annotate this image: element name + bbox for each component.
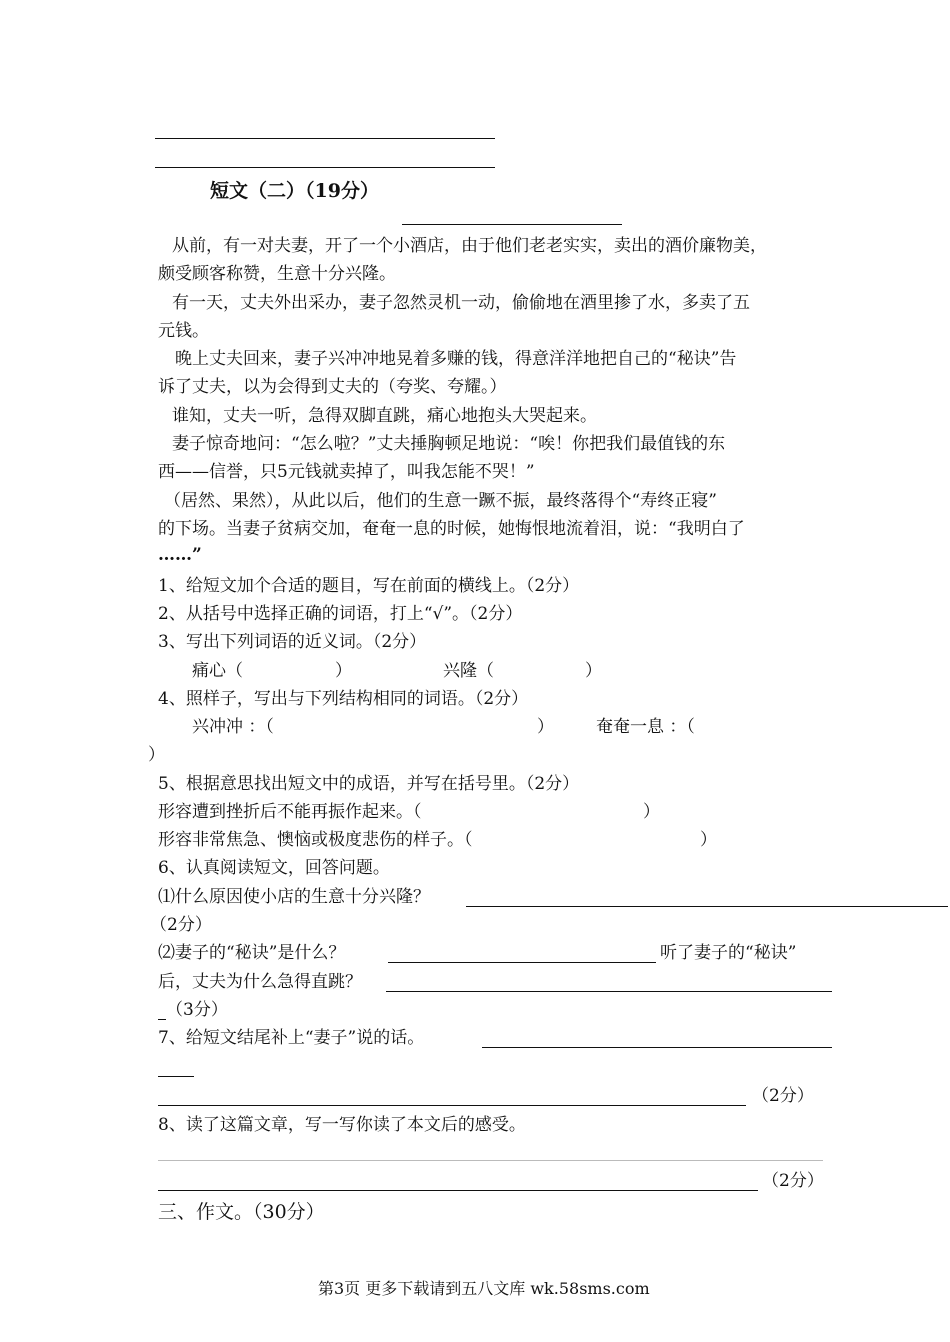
question-8: 8、读了这篇文章，写一写你读了本文后的感受。: [158, 1115, 526, 1135]
passage-line: 谁知，丈夫一听，急得双脚直跳，痛心地抱头大哭起来。: [172, 406, 597, 426]
passage-line: 诉了丈夫，以为会得到丈夫的（夸奖、夸耀。）: [158, 377, 507, 397]
q7-answer-line: [482, 1047, 832, 1048]
q4-word-1-close: ）: [537, 717, 554, 737]
q3-word-2-close: ）: [585, 661, 602, 681]
question-2: 2、从括号中选择正确的词语，打上“√”。（2分）: [158, 604, 523, 624]
answer-line: [155, 167, 495, 168]
q6-part-2-line2: 后，丈夫为什么急得直跳？: [158, 972, 362, 992]
question-4: 4、照样子，写出与下列结构相同的词语。（2分）: [158, 689, 529, 709]
q5-item-a-close: ）: [643, 802, 660, 822]
question-5: 5、根据意思找出短文中的成语，并写在括号里。（2分）: [158, 774, 580, 794]
q3-word-1: 痛心（: [192, 661, 243, 681]
passage-title: 短文（二）（19分）: [210, 180, 379, 202]
passage-line: （居然、果然），从此以后，他们的生意一蹶不振，最终落得个“寿终正寝”: [164, 491, 717, 511]
passage-line: 晚上丈夫回来，妻子兴冲冲地晃着多赚的钱，得意洋洋地把自己的“秘诀”告: [175, 349, 737, 369]
passage-line: 元钱。: [158, 321, 209, 341]
q8-score: （2分）: [762, 1171, 824, 1191]
q6-1-score: （2分）: [150, 915, 212, 935]
question-3: 3、写出下列词语的近义词。（2分）: [158, 632, 427, 652]
q7-answer-line-2: [158, 1105, 746, 1106]
passage-line: 西——信誉，只5元钱就卖掉了，叫我怎能不哭！”: [158, 462, 535, 482]
q6-1-answer-line: [466, 906, 948, 907]
q6-part-2: ⑵妻子的“秘诀”是什么？: [158, 943, 346, 963]
q6-2-score: （3分）: [166, 1000, 228, 1020]
section-3-title: 三、作文。（30分）: [158, 1201, 325, 1223]
title-answer-line: [402, 224, 622, 225]
question-6: 6、认真阅读短文，回答问题。: [158, 858, 390, 878]
q4-word-2: 奄奄一息 ：（: [596, 717, 695, 737]
q3-word-1-close: ）: [335, 661, 352, 681]
q6-part-1: ⑴什么原因使小店的生意十分兴隆？: [158, 887, 430, 907]
q5-item-b-close: ）: [700, 830, 717, 850]
passage-line: ……”: [158, 545, 202, 565]
question-1: 1、给短文加个合适的题目，写在前面的横线上。（2分）: [158, 576, 580, 596]
q7-answer-line-short: [158, 1076, 194, 1077]
q7-score: （2分）: [752, 1086, 814, 1106]
page-footer: 第3页 更多下载请到五八文库 wk.58sms.com: [318, 1279, 650, 1298]
q5-item-a: 形容遭到挫折后不能再振作起来。（: [158, 802, 422, 822]
q6-2-answer-line: [388, 962, 656, 963]
passage-line: 的下场。当妻子贫病交加，奄奄一息的时候，她悔恨地流着泪，说：“我明白了: [158, 519, 745, 539]
q3-word-2: 兴隆（: [443, 661, 494, 681]
q8-answer-line-2: [158, 1190, 758, 1191]
passage-line: 颇受顾客称赞，生意十分兴隆。: [158, 264, 396, 284]
question-7: 7、给短文结尾补上“妻子”说的话。: [158, 1028, 425, 1048]
passage-line: 从前，有一对夫妻，开了一个小酒店，由于他们老老实实，卖出的酒价廉物美，: [172, 236, 767, 256]
q8-answer-line: [158, 1160, 823, 1161]
passage-line: 妻子惊奇地问：“怎么啦？”丈夫捶胸顿足地说：“唉！你把我们最值钱的东: [172, 434, 726, 454]
passage-line: 有一天，丈夫外出采办，妻子忽然灵机一动，偷偷地在酒里掺了水，多卖了五: [172, 293, 750, 313]
answer-line: [155, 138, 495, 139]
q5-item-b: 形容非常焦急、懊恼或极度悲伤的样子。（: [158, 830, 473, 850]
q4-word-2-close: ）: [148, 745, 165, 765]
q4-word-1: 兴冲冲 ：（: [192, 717, 274, 737]
q6-2b-answer-line-short: [158, 1019, 166, 1020]
q6-part-2-tail: 听了妻子的“秘诀”: [660, 943, 797, 963]
q6-2b-answer-line: [386, 991, 832, 992]
